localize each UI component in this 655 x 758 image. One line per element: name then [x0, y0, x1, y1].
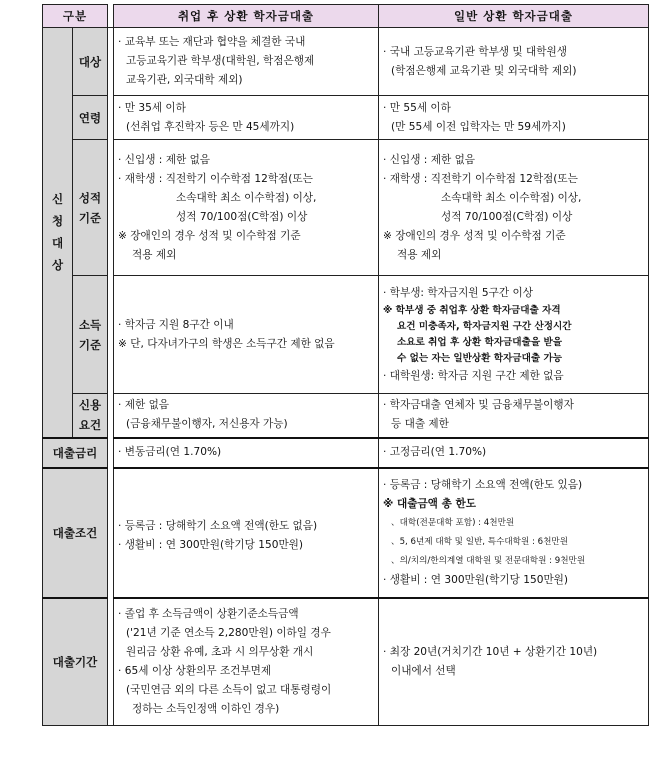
row-label-income: 소득 기준: [73, 276, 108, 394]
table-row-rate: [43, 438, 649, 468]
row-label-target: 대상: [73, 28, 108, 96]
header-row: [43, 5, 649, 28]
cell-credit-employment: · 제한 없음 (금융채무불이행자, 저신용자 가능): [114, 394, 379, 438]
row-label-credit: 신용 요건: [73, 394, 108, 438]
cell-grade-general: · 신입생 : 제한 없음 · 재학생 : 직전학기 이수학점 12학점(또는 소속대학 최소 이수학점) 이상, 성적 70/100점(C학점) 이상 ※ 장애인의 경우 성적 및 이수학점 기준 적용 제외: [379, 140, 649, 276]
header-general-loan: 일반 상환 학자금대출: [379, 5, 649, 28]
loan-comparison-table: [42, 4, 649, 726]
cell-income-employment: · 학자금 지원 8구간 이내 ※ 단, 다자녀가구의 학생은 소득구간 제한 없음: [114, 276, 379, 394]
cell-income-general: · 학부생: 학자금지원 5구간 이상 ※ 학부생 중 취업후 상환 학자금대출 자격 요건 미충족자, 학자금지원 구간 산정시간 소요로 취업 후 상환 학자금대출을 받을 수 없는 자는 일반상환 학자금대출 가능 · 대학원생: 학자금 지원 구간 제한 없음: [379, 276, 649, 394]
table-row-credit: [43, 394, 649, 438]
cell-period-employment: · 졸업 후 소득금액이 상환기준소득금액 ('21년 기준 연소득 2,280만원) 이하일 경우 원리금 상환 유예, 초과 시 의무상환 개시 · 65세 이상 상환의무 조건부면제 (국민연금 외의 다른 소득이 없고 대통령령이 정하는 소득인정액 이하인 경우): [114, 598, 379, 726]
table-row-age: [43, 96, 649, 140]
header-employment-loan: 취업 후 상환 학자금대출: [114, 5, 379, 28]
table-row-target: [43, 28, 649, 96]
header-category: 구분: [43, 5, 108, 28]
group-label-applicant: 신 청 대 상: [43, 28, 73, 438]
row-label-grade: 성적 기준: [73, 140, 108, 276]
table-row-period: [43, 598, 649, 726]
cell-grade-employment: · 신입생 : 제한 없음 · 재학생 : 직전학기 이수학점 12학점(또는 소속대학 최소 이수학점) 이상, 성적 70/100점(C학점) 이상 ※ 장애인의 경우 성적 및 이수학점 기준 적용 제외: [114, 140, 379, 276]
cell-target-employment: · 교육부 또는 재단과 협약을 체결한 국내 고등교육기관 학부생(대학원, 학점은행제 교육기관, 외국대학 제외): [114, 28, 379, 96]
row-label-conditions: 대출조건: [43, 468, 108, 598]
row-label-rate: 대출금리: [43, 438, 108, 468]
cell-rate-general: · 고정금리(연 1.70%): [379, 438, 649, 468]
table-row-income: [43, 276, 649, 394]
row-label-age: 연령: [73, 96, 108, 140]
cell-conditions-general: · 등록금 : 당해학기 소요액 전액(한도 있음) ※ 대출금액 총 한도 、대학(전문대학 포함) : 4천만원 、5, 6년제 대학 및 일반, 특수대학원 : 6천만원 、의/치의/한의계열 대학원 및 전문대학원 : 9천만원 · 생활비 : 연 300만원(학기당 150만원): [379, 468, 649, 598]
row-label-period: 대출기간: [43, 598, 108, 726]
cell-age-employment: · 만 35세 이하 (선취업 후진학자 등은 만 45세까지): [114, 96, 379, 140]
cell-rate-employment: · 변동금리(연 1.70%): [114, 438, 379, 468]
cell-age-general: · 만 55세 이하 (만 55세 이전 입학자는 만 59세까지): [379, 96, 649, 140]
cell-conditions-employment: · 등록금 : 당해학기 소요액 전액(한도 없음) · 생활비 : 연 300만원(학기당 150만원): [114, 468, 379, 598]
cell-credit-general: · 학자금대출 연체자 및 금융채무불이행자 등 대출 제한: [379, 394, 649, 438]
table-row-grade: [43, 140, 649, 276]
table-row-conditions: [43, 468, 649, 598]
cell-period-general: · 최장 20년(거치기간 10년 + 상환기간 10년) 이내에서 선택: [379, 598, 649, 726]
cell-target-general: · 국내 고등교육기관 학부생 및 대학원생 (학점은행제 교육기관 및 외국대학 제외): [379, 28, 649, 96]
